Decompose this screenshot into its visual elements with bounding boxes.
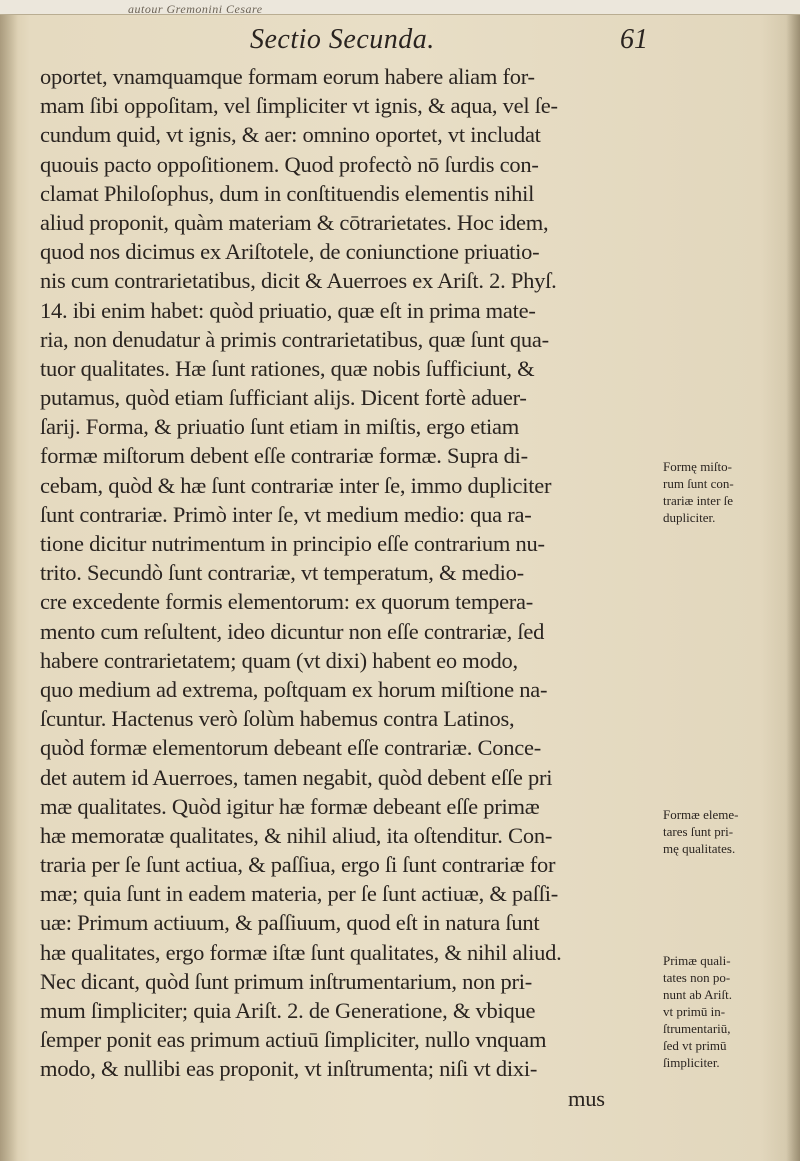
top-strip-text: autour Gremonini Cesare (128, 2, 263, 15)
margin-note-line: ſed vt primū (663, 1038, 727, 1053)
text-line: 14. ibi enim habet: quòd priuatio, quæ eſt in prima mate- (40, 297, 536, 323)
text-line: hæ memoratæ qualitates, & nihil aliud, ita oſtenditur. Con- (40, 822, 553, 848)
top-strip (0, 0, 800, 15)
text-line: mam ſibi oppoſitam, vel ſimpliciter vt ignis, & aqua, vel ſe- (40, 93, 558, 119)
text-line: cundum quid, vt ignis, & aer: omnino oportet, vt includat (40, 122, 541, 148)
margin-note-line: tares ſunt pri- (663, 824, 734, 839)
text-line: putamus, quòd etiam ſufficiant alijs. Dicent fortè aduer- (40, 385, 527, 411)
page-number: 61 (620, 24, 648, 55)
margin-note-line: dupliciter. (663, 510, 716, 525)
text-line: uæ: Primum actiuum, & paſſiuum, quod eſt in natura ſunt (40, 910, 540, 936)
text-line: habere contrarietatem; quam (vt dixi) habent eo modo, (40, 647, 518, 673)
text-line: mæ; quia ſunt in eadem materia, per ſe ſunt actiuæ, & paſſi- (40, 881, 558, 907)
text-line: modo, & nullibi eas proponit, vt inſtrumenta; niſi vt dixi- (40, 1056, 538, 1082)
text-line: ſarij. Forma, & priuatio ſunt etiam in miſtis, ergo etiam (40, 414, 520, 440)
text-line: hæ qualitates, ergo formæ iſtæ ſunt qualitates, & nihil aliud. (40, 939, 562, 965)
text-line: nis cum contrarietatibus, dicit & Auerroes ex Ariſt. 2. Phyſ. (40, 268, 557, 294)
text-line: ſcuntur. Hactenus verò ſolùm habemus contra Latinos, (40, 706, 515, 732)
text-line: oportet, vnamquamque formam eorum habere aliam for- (40, 64, 535, 89)
margin-note-line: Formæ eleme- (663, 807, 739, 822)
text-line: cebam, quòd & hæ ſunt contrariæ inter ſe, immo dupliciter (40, 472, 552, 498)
margin-note-line: ſimpliciter. (663, 1055, 720, 1070)
margin-note-line: ſtrumentariū, (663, 1021, 731, 1036)
text-line: quòd formæ elementorum debeant eſſe contrariæ. Conce- (40, 735, 541, 761)
text-line: quo medium ad extrema, poſtquam ex horum miſtione na- (40, 676, 548, 702)
text-line: tione dicitur nutrimentum in principio eſſe contrarium nu- (40, 531, 545, 556)
text-line: cre excedente formis elementorum: ex quorum tempera- (40, 589, 534, 615)
spine-shadow (0, 0, 18, 1161)
text-line: traria per ſe ſunt actiua, & paſſiua, ergo ſi ſunt contrariæ for (40, 852, 556, 878)
text-line: Nec dicant, quòd ſunt primum inſtrumentarium, non pri- (40, 968, 533, 994)
margin-note-line: mę qualitates. (663, 841, 736, 856)
text-line: tuor qualitates. Hæ ſunt rationes, quæ nobis ſufficiunt, & (40, 355, 535, 381)
text-line: ſemper ponit eas primum actiuū ſimpliciter, nullo vnquam (40, 1027, 547, 1053)
margin-note-line: trariæ inter ſe (663, 493, 734, 508)
text-line: quouis pacto oppoſitionem. Quod profectò nō ſurdis con- (40, 151, 539, 177)
text-line: trito. Secundò ſunt contrariæ, vt temperatum, & medio- (40, 560, 524, 586)
running-title: Sectio Secunda. (250, 24, 435, 55)
margin-note-line: nunt ab Ariſt. (663, 987, 732, 1002)
text-line: mus (568, 1085, 605, 1111)
margin-note-3 (663, 952, 793, 1071)
text-line: aliud proponit, quàm materiam & cōtrarietates. Hoc idem, (40, 209, 549, 235)
margin-note-line: Formę miſto- (663, 459, 732, 474)
text-line: mento cum reſultent, ideo dicuntur non eſſe contrariæ, ſed (40, 618, 545, 644)
margin-note-line: rum ſunt con- (663, 476, 734, 491)
margin-note-line: vt primū in- (663, 1004, 726, 1019)
text-line: ſunt contrariæ. Primò inter ſe, vt medium medio: qua ra- (40, 501, 532, 527)
text-line: quod nos dicimus ex Ariſtotele, de coniunctione priuatio- (40, 239, 540, 265)
margin-note-line: tates non po- (663, 970, 731, 985)
text-line: det autem id Auerroes, tamen negabit, quòd debent eſſe pri (40, 764, 553, 790)
text-line: clamat Philoſophus, dum in conſtituendis elementis nihil (40, 180, 535, 206)
text-line: mum ſimpliciter; quia Ariſt. 2. de Generatione, & vbique (40, 998, 536, 1023)
main-text-block (40, 62, 660, 1113)
margin-note-2 (663, 806, 793, 857)
text-line: ria, non denudatur à primis contrarietatibus, quæ ſunt qua- (40, 326, 549, 352)
margin-note-line: Primæ quali- (663, 953, 731, 968)
text-line: formæ miſtorum debent eſſe contrariæ formæ. Supra di- (40, 443, 528, 469)
margin-note-1 (663, 458, 793, 526)
text-line: mæ qualitates. Quòd igitur hæ formæ debeant eſſe primæ (40, 793, 540, 819)
